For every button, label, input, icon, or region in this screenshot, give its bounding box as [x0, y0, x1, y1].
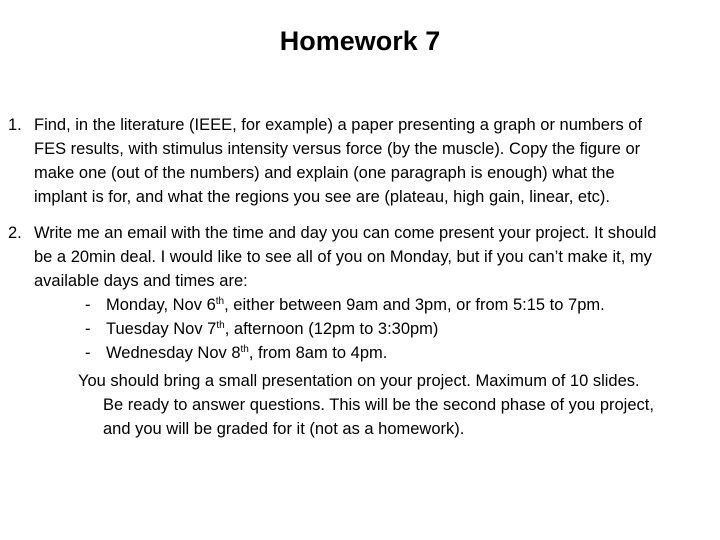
- bullet-text: , from 8am to 4pm.: [248, 344, 388, 362]
- bullet-item: [34, 293, 656, 317]
- page-title: Homework 7: [279, 26, 441, 56]
- ordinal-suffix: th: [240, 344, 249, 355]
- item-line: Find, in the literature (IEEE, for example) a paper presenting a graph or numbers of: [34, 116, 643, 134]
- bullet-text: Tuesday Nov 7: [106, 320, 217, 338]
- bullet-text: Wednesday Nov 8: [106, 344, 241, 362]
- item-line: make one (out of the numbers) and explain (one paragraph is enough) what the: [34, 164, 615, 182]
- list-number: 2.: [8, 224, 22, 242]
- closing-line: You should bring a small presentation on your project. Maximum of 10 slides.: [78, 372, 640, 390]
- bullet-text: Monday, Nov 6: [106, 296, 216, 314]
- bullet-text: , afternoon (12pm to 3:30pm): [224, 320, 439, 338]
- ordinal-suffix: th: [216, 320, 225, 331]
- bullet-item: [34, 341, 656, 365]
- closing-line: and you will be graded for it (not as a homework).: [103, 420, 465, 438]
- bullet-dash: -: [85, 320, 91, 338]
- closing-paragraph: [78, 369, 654, 441]
- item-line: Write me an email with the time and day you can come present your project. It should: [34, 224, 657, 242]
- bullet-item: [34, 317, 656, 341]
- item-line: available days and times are:: [34, 272, 248, 290]
- bullet-text: , either between 9am and 3pm, or from 5:15 to 7pm.: [224, 296, 605, 314]
- item-line: FES results, with stimulus intensity versus force (by the muscle). Copy the figure or: [34, 140, 641, 158]
- ordinal-suffix: th: [215, 296, 225, 307]
- bullet-dash: -: [85, 296, 91, 314]
- closing-line: Be ready to answer questions. This will be the second phase of you project,: [103, 396, 654, 414]
- bullet-dash: -: [85, 344, 91, 362]
- item-line: implant is for, and what the regions you see are (plateau, high gain, linear, etc).: [34, 188, 611, 206]
- list-number: 1.: [8, 116, 22, 134]
- item-line: be a 20min deal. I would like to see all of you on Monday, but if you can’t make it, my: [34, 248, 652, 266]
